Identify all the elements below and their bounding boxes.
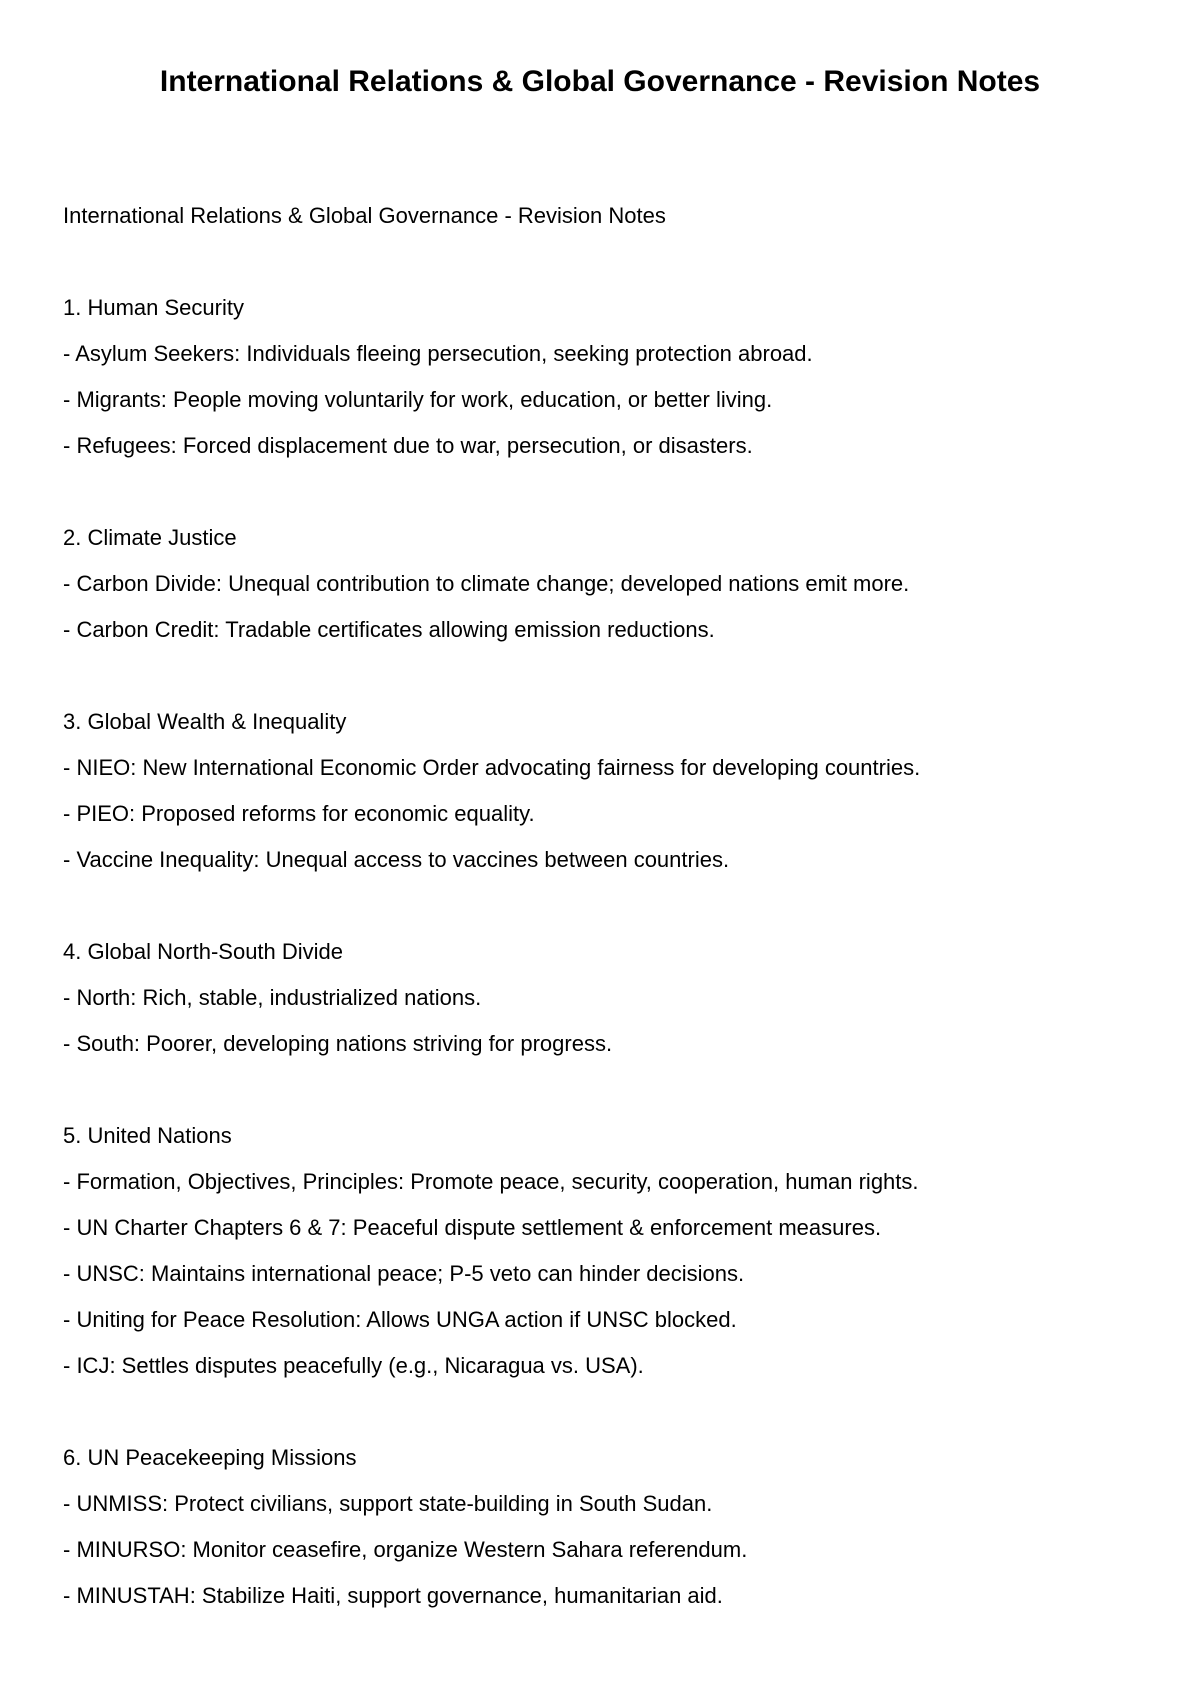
list-item: - South: Poorer, developing nations striving for progress. (63, 1031, 613, 1056)
list-item: - PIEO: Proposed reforms for economic equality. (63, 801, 535, 826)
list-item: - Formation, Objectives, Principles: Promote peace, security, cooperation, human rights. (63, 1169, 919, 1194)
list-item: - MINURSO: Monitor ceasefire, organize Western Sahara referendum. (63, 1537, 748, 1562)
section-climate-justice (63, 515, 1153, 653)
spacer (63, 883, 1153, 929)
list-item: - North: Rich, stable, industrialized nations. (63, 985, 482, 1010)
spacer (63, 653, 1153, 699)
list-item: - Refugees: Forced displacement due to war, persecution, or disasters. (63, 433, 753, 458)
list-item: - UN Charter Chapters 6 & 7: Peaceful dispute settlement & enforcement measures. (63, 1215, 882, 1240)
list-item: - MINUSTAH: Stabilize Haiti, support governance, humanitarian aid. (63, 1583, 723, 1608)
list-item: - Carbon Divide: Unequal contribution to climate change; developed nations emit more. (63, 571, 910, 596)
list-item: - Asylum Seekers: Individuals fleeing persecution, seeking protection abroad. (63, 341, 813, 366)
list-item: - UNMISS: Protect civilians, support state-building in South Sudan. (63, 1491, 713, 1516)
spacer (63, 239, 1153, 285)
section-heading: 1. Human Security (63, 295, 244, 320)
section-heading: 2. Climate Justice (63, 525, 237, 550)
section-united-nations (63, 1113, 1153, 1389)
document-title: International Relations & Global Governance - Revision Notes (159, 65, 1041, 98)
list-item: - NIEO: New International Economic Order advocating fairness for developing countries. (63, 755, 921, 780)
list-item: - Vaccine Inequality: Unequal access to vaccines between countries. (63, 847, 730, 872)
section-heading: 3. Global Wealth & Inequality (63, 709, 347, 734)
section-heading: 4. Global North-South Divide (63, 939, 344, 964)
document-body (63, 193, 1153, 1619)
list-item: - Uniting for Peace Resolution: Allows UNGA action if UNSC blocked. (63, 1307, 737, 1332)
section-heading: 6. UN Peacekeeping Missions (63, 1445, 357, 1470)
spacer (63, 1067, 1153, 1113)
section-human-security (63, 285, 1153, 469)
section-heading: 5. United Nations (63, 1123, 232, 1148)
section-north-south-divide (63, 929, 1153, 1067)
list-item: - Migrants: People moving voluntarily for work, education, or better living. (63, 387, 773, 412)
spacer (63, 469, 1153, 515)
section-global-wealth (63, 699, 1153, 883)
section-peacekeeping-missions (63, 1435, 1153, 1619)
list-item: - ICJ: Settles disputes peacefully (e.g., Nicaragua vs. USA). (63, 1353, 644, 1378)
list-item: - UNSC: Maintains international peace; P-5 veto can hinder decisions. (63, 1261, 745, 1286)
list-item: - Carbon Credit: Tradable certificates allowing emission reductions. (63, 617, 715, 642)
document-subtitle: International Relations & Global Governance - Revision Notes (63, 203, 666, 228)
spacer (63, 1389, 1153, 1435)
